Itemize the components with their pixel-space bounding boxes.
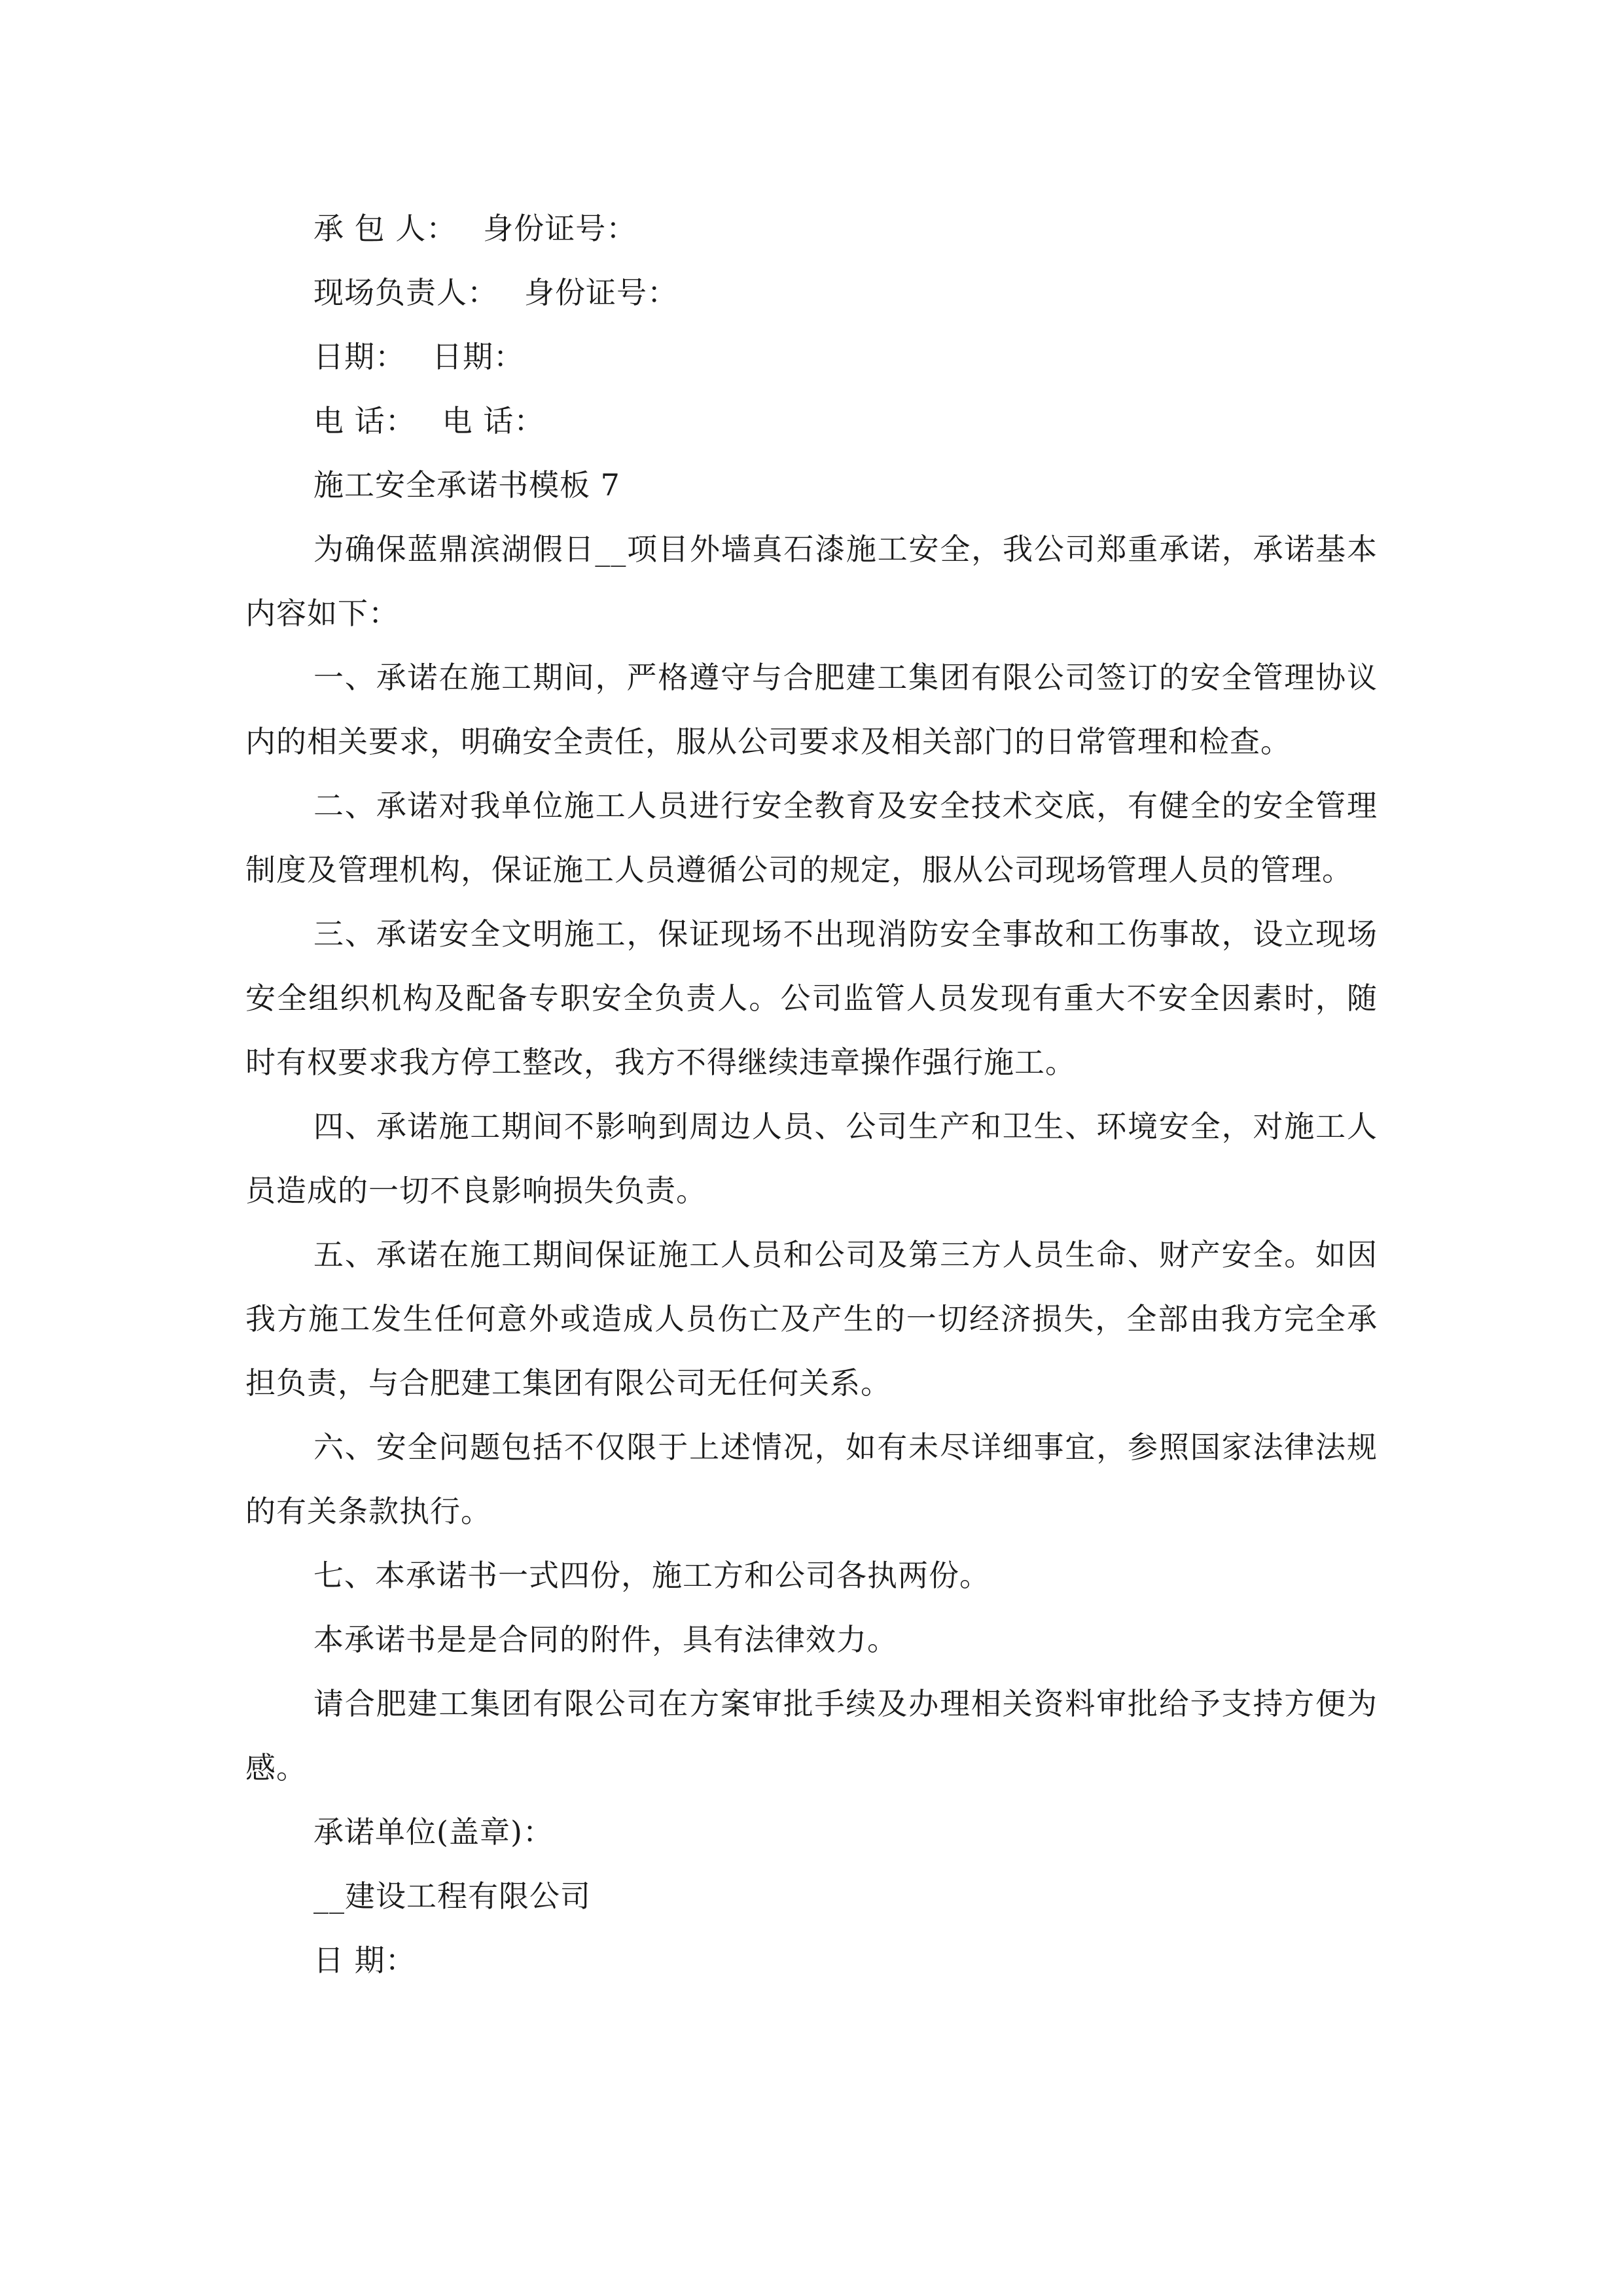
clause-7: 七、本承诺书一式四份，施工方和公司各执两份。 — [313, 1558, 990, 1593]
clause-4: 四、承诺施工期间不影响到周边人员、公司生产和卫生、环境安全，对施工人员造成的一切不良影响损失负责。 — [245, 1109, 1378, 1208]
contractor-id-line — [245, 196, 1378, 260]
date-label-left: 日期： — [313, 339, 406, 374]
contractor-label: 承 包 人： — [313, 211, 457, 246]
intro-paragraph: 为确保蓝鼎滨湖假日__项目外墙真石漆施工安全，我公司郑重承诺，承诺基本内容如下： — [245, 531, 1378, 631]
clause-3: 三、承诺安全文明施工，保证现场不出现消防安全事故和工伤事故，设立现场安全组织机构及配备专职安全负责人。公司监管人员发现有重大不安全因素时，随时有权要求我方停工整改，我方不得继续违章操作强行施工。 — [245, 916, 1378, 1080]
phone-label-left: 电 话： — [313, 403, 416, 439]
clause-5: 五、承诺在施工期间保证施工人员和公司及第三方人员生命、财产安全。如因我方施工发生任何意外或造成人员伤亡及产生的一切经济损失，全部由我方完全承担负责，与合肥建工集团有限公司无任何关系。 — [245, 1237, 1378, 1401]
signoff-date-label: 日 期： — [313, 1943, 416, 1978]
site-manager-id-label: 身份证号： — [524, 275, 678, 310]
signoff-company: __建设工程有限公司 — [313, 1878, 591, 1914]
clause-1: 一、承诺在施工期间，严格遵守与合肥建工集团有限公司签订的安全管理协议内的相关要求，明确安全责任，服从公司要求及相关部门的日常管理和检查。 — [245, 660, 1378, 759]
legal-note: 本承诺书是是合同的附件，具有法律效力。 — [313, 1622, 898, 1657]
clause-6: 六、安全问题包括不仅限于上述情况，如有未尽详细事宜，参照国家法律法规的有关条款执行。 — [245, 1429, 1378, 1529]
clause-2: 二、承诺对我单位施工人员进行安全教育及安全技术交底，有健全的安全管理制度及管理机构，保证施工人员遵循公司的规定，服从公司现场管理人员的管理。 — [245, 788, 1378, 888]
section-title: 施工安全承诺书模板 7 — [313, 467, 620, 503]
phone-label-right: 电 话： — [442, 403, 545, 439]
phone-line — [245, 389, 1378, 453]
date-line — [245, 325, 1378, 389]
request-paragraph: 请合肥建工集团有限公司在方案审批手续及办理相关资料审批给予支持方便为感。 — [245, 1686, 1378, 1785]
date-label-right: 日期： — [432, 339, 524, 374]
signoff-unit-label: 承诺单位(盖章)： — [313, 1814, 554, 1850]
document-body — [245, 196, 1378, 1992]
site-manager-id-line — [245, 260, 1378, 325]
contractor-id-label: 身份证号： — [483, 211, 637, 246]
site-manager-label: 现场负责人： — [313, 275, 498, 310]
